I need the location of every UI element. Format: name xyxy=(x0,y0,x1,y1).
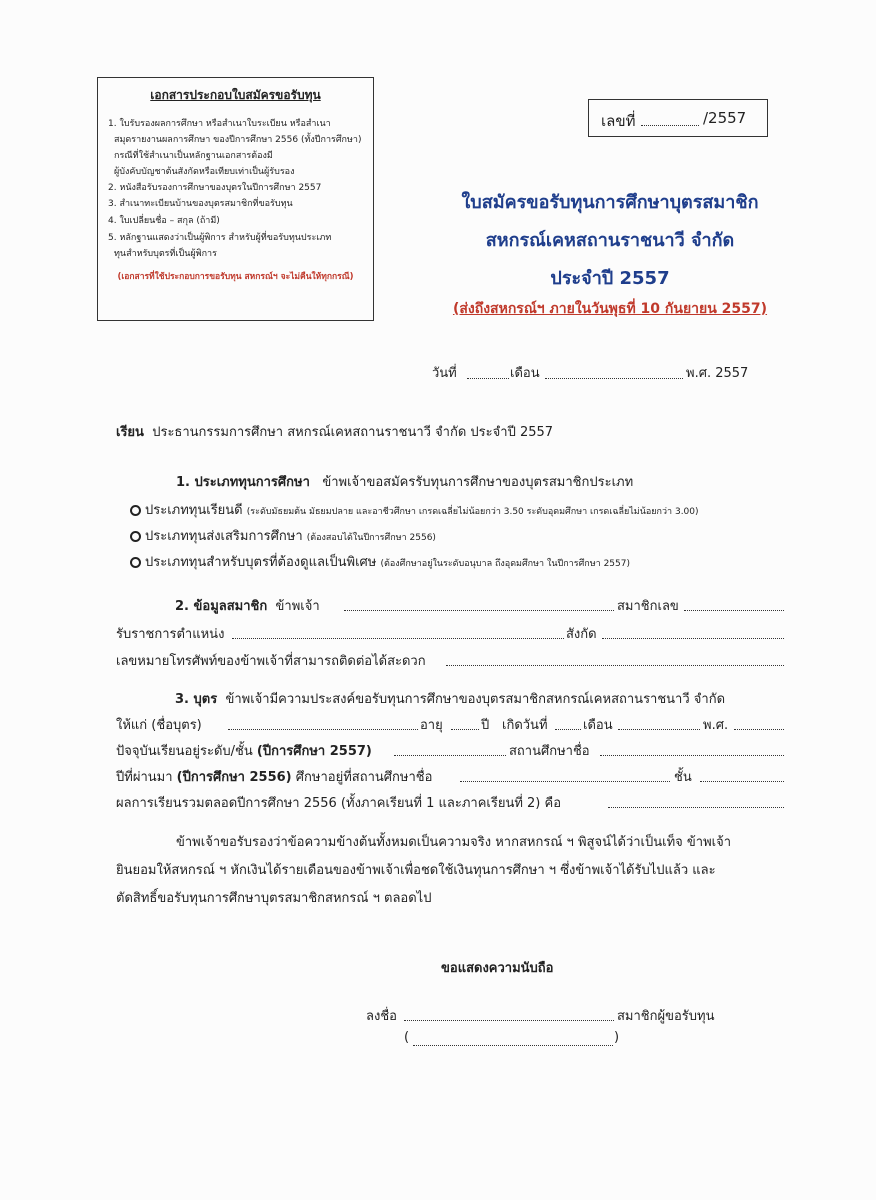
affiliation-label: สังกัด xyxy=(566,627,597,642)
number-field[interactable] xyxy=(641,113,699,126)
doc-line: 3. สำเนาทะเบียนบ้านของบุตรสมาชิกที่ขอรับทุน xyxy=(108,199,293,209)
paren-open: ( xyxy=(404,1030,410,1045)
option-label: ประเภททุนเรียนดี xyxy=(145,503,243,518)
age-field[interactable] xyxy=(451,717,479,730)
birth-month-field[interactable] xyxy=(618,717,700,730)
last-year-line xyxy=(116,766,432,787)
paren-close: ) xyxy=(614,1030,620,1045)
birth-day-field[interactable] xyxy=(555,717,581,730)
closing: ขอแสดงความนับถือ xyxy=(441,961,554,976)
printed-name-field[interactable] xyxy=(413,1033,613,1046)
declaration-line: ตัดสิทธิ์ขอรับทุนการศึกษาบุตรสมาชิกสหกรณ์ ฯ ตลอดไป xyxy=(116,891,432,906)
grade-field[interactable] xyxy=(700,769,784,782)
scholarship-option[interactable] xyxy=(130,551,630,572)
option-note: (ต้องศึกษาอยู่ในระดับอนุบาล ถึงอุดมศึกษา ในปีการศึกษา 2557) xyxy=(380,559,630,569)
phone-label: เลขหมายโทรศัพท์ของข้าพเจ้าที่สามารถติดต่อได้สะดวก xyxy=(116,654,426,669)
position-field[interactable] xyxy=(232,626,564,639)
page-subtitle: สหกรณ์เคหสถานราชนาวี จำกัด xyxy=(485,230,735,251)
child-name-field[interactable] xyxy=(228,717,418,730)
section2-heading: 2. ข้อมูลสมาชิก xyxy=(175,599,268,614)
birth-year-label: พ.ศ. xyxy=(703,718,729,733)
date-day-field[interactable] xyxy=(467,366,509,379)
section3-heading-line xyxy=(175,688,725,709)
section1-intro: ข้าพเจ้าขอสมัครรับทุนการศึกษาของบุตรสมาชิกประเภท xyxy=(322,475,634,490)
affiliation-field[interactable] xyxy=(602,626,784,639)
doc-line: ทุนสำหรับบุตรที่เป็นผู้พิการ xyxy=(114,249,217,259)
doc-line: ผู้บังคับบัญชาต้นสังกัดหรือเทียบเท่าเป็นผู้รับรอง xyxy=(114,167,295,177)
deadline-note: (ส่งถึงสหกรณ์ฯ ภายในวันพุธที่ 10 กันยายน 2557) xyxy=(452,301,768,317)
years-label: ปี xyxy=(481,718,490,733)
date-month-label: เดือน xyxy=(510,366,540,381)
signer-role: สมาชิกผู้ขอรับทุน xyxy=(617,1009,715,1024)
documents-note: (เอกสารที่ใช้ประกอบการขอรับทุน สหกรณ์ฯ จะไม่คืนให้ทุกกรณี) xyxy=(117,272,354,282)
section1-heading: 1. ประเภททุนการศึกษา xyxy=(176,475,310,490)
child-name-label: ให้แก่ (ชื่อบุตร) xyxy=(116,718,202,733)
doc-line: 4. ใบเปลี่ยนชื่อ – สกุล (ถ้ามี) xyxy=(108,216,220,226)
option-note: (ต้องสอบได้ในปีการศึกษา 2556) xyxy=(306,533,436,543)
i-am-label: ข้าพเจ้า xyxy=(275,599,320,614)
year-2557-label: (ปีการศึกษา 2557) xyxy=(256,744,372,759)
salutation-text: ประธานกรรมการศึกษา สหกรณ์เคหสถานราชนาวี จำกัด ประจำปี 2557 xyxy=(152,425,554,440)
number-year: /2557 xyxy=(703,109,747,127)
member-no-label: สมาชิกเลข xyxy=(617,599,679,614)
studied-at-label: ศึกษาอยู่ที่สถานศึกษาชื่อ xyxy=(295,770,433,785)
application-number-box xyxy=(588,99,768,137)
doc-line: 2. หนังสือรับรองการศึกษาของบุตรในปีการศึกษา 2557 xyxy=(108,183,322,193)
signature-field[interactable] xyxy=(404,1008,614,1021)
salutation xyxy=(116,421,553,442)
page-year: ประจำปี 2557 xyxy=(550,268,670,289)
number-label: เลขที่ xyxy=(601,112,636,130)
scholarship-option[interactable] xyxy=(130,525,436,546)
doc-line: 5. หลักฐานแสดงว่าเป็นผู้พิการ สำหรับผู้ที่ขอรับทุนประเภท xyxy=(108,233,332,243)
section3-intro: ข้าพเจ้ามีความประสงค์ขอรับทุนการศึกษาของบุตรสมาชิกสหกรณ์เคหสถานราชนาวี จำกัด xyxy=(225,692,726,707)
doc-line: กรณีที่ใช้สำเนาเป็นหลักฐานเอกสารต้องมี xyxy=(114,151,273,161)
date-year-label: พ.ศ. 2557 xyxy=(686,366,749,381)
section1-heading-line xyxy=(176,471,633,492)
doc-line: สมุดรายงานผลการศึกษา ของปีการศึกษา 2556 (ทั้งปีการศึกษา) xyxy=(114,135,362,145)
phone-field[interactable] xyxy=(446,653,784,666)
birth-year-field[interactable] xyxy=(734,717,784,730)
required-documents-box xyxy=(97,77,374,321)
option-label: ประเภททุนสำหรับบุตรที่ต้องดูแลเป็นพิเศษ xyxy=(145,555,377,570)
birth-month-label: เดือน xyxy=(583,718,613,733)
member-no-field[interactable] xyxy=(684,598,784,611)
age-label: อายุ xyxy=(420,718,443,733)
result-field[interactable] xyxy=(608,795,784,808)
doc-line: 1. ใบรับรองผลการศึกษา หรือสำเนาใบระเบียน หรือสำเนา xyxy=(108,119,331,129)
radio-icon[interactable] xyxy=(130,505,141,516)
radio-icon[interactable] xyxy=(130,531,141,542)
salutation-label: เรียน xyxy=(116,425,144,440)
option-note: (ระดับมัธยมต้น มัธยมปลาย และอาชีวศึกษา เกรดเฉลี่ยไม่น้อยกว่า 3.50 ระดับอุดมศึกษา เกรดเฉลี่ยไม่น้อยกว่า 3.00) xyxy=(246,507,699,517)
section3-heading: 3. บุตร xyxy=(175,692,218,707)
date-day-label: วันที่ xyxy=(432,366,457,381)
declaration-line: ยินยอมให้สหกรณ์ ฯ หักเงินได้รายเดือนของข้าพเจ้าเพื่อชดใช้เงินทุนการศึกษา ฯ ซึ่งข้าพเจ้าได้รับไปแล้ว และ xyxy=(116,863,716,878)
page-title: ใบสมัครขอรับทุนการศึกษาบุตรสมาชิก xyxy=(461,192,759,213)
school-name-field[interactable] xyxy=(600,743,784,756)
current-level-line xyxy=(116,740,372,761)
section2-heading-line xyxy=(175,595,320,616)
position-label: รับราชการตำแหน่ง xyxy=(116,627,225,642)
sign-label: ลงชื่อ xyxy=(366,1009,397,1024)
last-year-label: ปีที่ผ่านมา xyxy=(116,770,173,785)
year-2556-label: (ปีการศึกษา 2556) xyxy=(176,770,292,785)
last-school-field[interactable] xyxy=(460,769,670,782)
result-label: ผลการเรียนรวมตลอดปีการศึกษา 2556 (ทั้งภาคเรียนที่ 1 และภาคเรียนที่ 2) คือ xyxy=(116,796,562,811)
grade-label: ชั้น xyxy=(674,770,692,785)
birth-day-label: เกิดวันที่ xyxy=(502,718,548,733)
current-level-label: ปัจจุบันเรียนอยู่ระดับ/ชั้น xyxy=(116,744,253,759)
current-level-field[interactable] xyxy=(394,743,506,756)
scholarship-option[interactable] xyxy=(130,499,699,520)
school-name-label: สถานศึกษาชื่อ xyxy=(509,744,590,759)
date-month-field[interactable] xyxy=(545,366,683,379)
member-name-field[interactable] xyxy=(344,598,614,611)
documents-heading: เอกสารประกอบใบสมัครขอรับทุน xyxy=(150,88,321,102)
radio-icon[interactable] xyxy=(130,557,141,568)
declaration-line: ข้าพเจ้าขอรับรองว่าข้อความข้างต้นทั้งหมดเป็นความจริง หากสหกรณ์ ฯ พิสูจน์ได้ว่าเป็นเท็จ ข้าพเจ้า xyxy=(176,835,732,850)
option-label: ประเภททุนส่งเสริมการศึกษา xyxy=(145,529,303,544)
